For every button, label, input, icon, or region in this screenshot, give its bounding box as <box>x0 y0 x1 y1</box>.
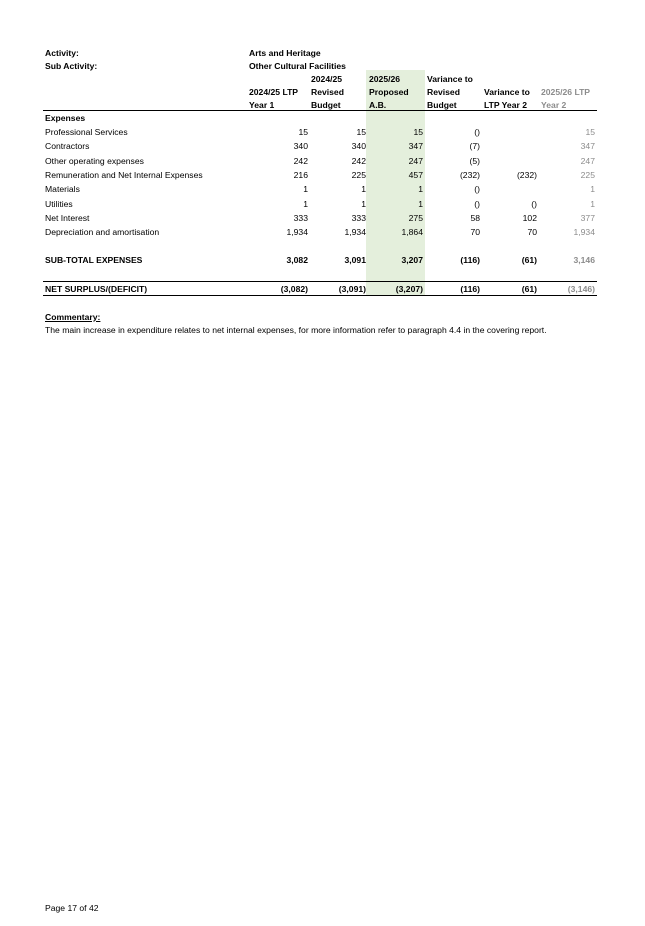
row-cell: 216 <box>293 169 308 180</box>
net-label: NET SURPLUS/(DEFICIT) <box>45 284 148 294</box>
row-cell: 1 <box>590 184 595 195</box>
commentary-title: Commentary: <box>45 312 101 322</box>
row-cell: (232) <box>516 169 537 180</box>
row-cell: 333 <box>293 212 308 223</box>
row-label: Materials <box>45 184 80 195</box>
col-header-proposed <box>369 73 409 112</box>
net-bottom-rule <box>43 295 597 296</box>
col-header-line3: Year 2 <box>541 100 567 110</box>
table-row <box>45 141 597 155</box>
row-cell: 333 <box>351 212 366 223</box>
subtotal-cell: 3,146 <box>573 255 595 265</box>
subtotal-cell: 3,207 <box>401 255 423 265</box>
row-cell: 1 <box>361 184 366 195</box>
row-label: Depreciation and amortisation <box>45 227 160 238</box>
net-cell: (3,146) <box>567 284 595 294</box>
row-cell: 1 <box>418 184 423 195</box>
col-header-line1 <box>249 73 298 86</box>
row-cell: 347 <box>580 141 595 152</box>
col-header-line1: 2025/26 <box>369 74 401 84</box>
row-cell: 70 <box>527 227 537 238</box>
table-row <box>45 127 597 141</box>
net-cell: (3,207) <box>395 284 423 294</box>
row-cell: () <box>474 127 480 137</box>
col-header-line3: Year 1 <box>249 100 275 110</box>
row-cell: 242 <box>293 155 308 166</box>
col-header-variance-revised <box>427 73 473 112</box>
row-cell: 275 <box>408 212 423 223</box>
activity-value: Arts and Heritage <box>249 48 321 58</box>
row-cell: (7) <box>469 141 480 152</box>
table-row <box>45 227 597 241</box>
row-cell: 225 <box>351 169 366 180</box>
col-header-revised-budget <box>311 73 344 112</box>
row-cell: () <box>474 184 480 195</box>
col-header-line3: Budget <box>311 100 341 110</box>
row-cell: 340 <box>351 141 366 152</box>
col-header-line1 <box>484 73 530 86</box>
row-cell: (5) <box>469 155 480 166</box>
row-cell: 242 <box>351 155 366 166</box>
net-cell: (61) <box>521 284 537 294</box>
net-cell: (3,082) <box>280 284 308 294</box>
page-number: Page 17 of 42 <box>45 903 99 913</box>
table-row <box>45 184 597 198</box>
col-header-variance-ltp <box>484 73 530 112</box>
row-cell: 58 <box>470 212 480 223</box>
col-header-line3: Budget <box>427 100 457 110</box>
row-cell: 15 <box>413 127 423 137</box>
subactivity-label: Sub Activity: <box>45 61 98 71</box>
row-cell: 377 <box>580 212 595 223</box>
section-title-text: Expenses <box>45 113 86 123</box>
row-cell: 15 <box>298 127 308 137</box>
row-cell: 15 <box>356 127 366 137</box>
row-cell: () <box>531 198 537 209</box>
commentary-text: The main increase in expenditure relates to net internal expenses, for more information refer to paragraph 4.4 in the covering report. <box>45 325 547 335</box>
col-header-line2: 2025/26 LTP <box>541 87 591 97</box>
row-label: Contractors <box>45 141 90 152</box>
row-cell: 1 <box>303 198 308 209</box>
row-cell: () <box>474 198 480 209</box>
row-cell: 1,934 <box>344 227 366 238</box>
row-label: Utilities <box>45 198 73 209</box>
row-cell: 347 <box>408 141 423 152</box>
row-cell: 225 <box>580 169 595 180</box>
col-header-ltp-year1 <box>249 73 298 112</box>
net-cell: (116) <box>460 284 480 294</box>
table-row <box>45 156 597 170</box>
subtotal-cell: (61) <box>521 255 537 265</box>
net-top-rule <box>43 281 597 282</box>
row-cell: 1 <box>418 198 423 209</box>
col-header-line3: A.B. <box>369 100 387 110</box>
col-header-line1 <box>541 73 590 86</box>
row-cell: 70 <box>470 227 480 238</box>
row-cell: 340 <box>293 141 308 152</box>
row-cell: 457 <box>408 169 423 180</box>
row-cell: 1 <box>303 184 308 195</box>
header-rule <box>43 110 597 111</box>
net-cell: (3,091) <box>338 284 366 294</box>
activity-label: Activity: <box>45 48 79 58</box>
row-cell: (232) <box>459 169 480 180</box>
row-cell: 1,864 <box>401 227 423 238</box>
row-cell: 15 <box>585 127 595 137</box>
row-cell: 1,934 <box>573 227 595 238</box>
col-header-line1: Variance to <box>427 74 473 84</box>
table-row <box>45 199 597 213</box>
table-row <box>45 213 597 227</box>
row-label: Professional Services <box>45 127 128 137</box>
row-label: Net Interest <box>45 212 90 223</box>
row-cell: 247 <box>580 155 595 166</box>
row-cell: 1 <box>590 198 595 209</box>
col-header-line2: Proposed <box>369 87 409 97</box>
row-cell: 102 <box>522 212 537 223</box>
col-header-line2: Revised <box>427 87 460 97</box>
col-header-line2: Variance to <box>484 87 530 97</box>
col-header-line2: Revised <box>311 87 344 97</box>
subactivity-value: Other Cultural Facilities <box>249 61 346 71</box>
subtotal-row <box>45 255 597 269</box>
row-label: Remuneration and Net Internal Expenses <box>45 169 203 180</box>
row-cell: 1,934 <box>286 227 308 238</box>
row-cell: 247 <box>408 155 423 166</box>
subtotal-cell: 3,091 <box>344 255 366 265</box>
col-header-line3: LTP Year 2 <box>484 100 527 110</box>
subtotal-cell: 3,082 <box>286 255 308 265</box>
row-label: Other operating expenses <box>45 155 144 166</box>
col-header-line1: 2024/25 <box>311 74 343 84</box>
subtotal-cell: (116) <box>460 255 480 265</box>
subtotal-label: SUB-TOTAL EXPENSES <box>45 255 143 265</box>
row-cell: 1 <box>361 198 366 209</box>
section-title <box>45 113 597 127</box>
col-header-ltp-year2 <box>541 73 590 112</box>
col-header-line2: 2024/25 LTP <box>249 87 299 97</box>
table-row <box>45 170 597 184</box>
